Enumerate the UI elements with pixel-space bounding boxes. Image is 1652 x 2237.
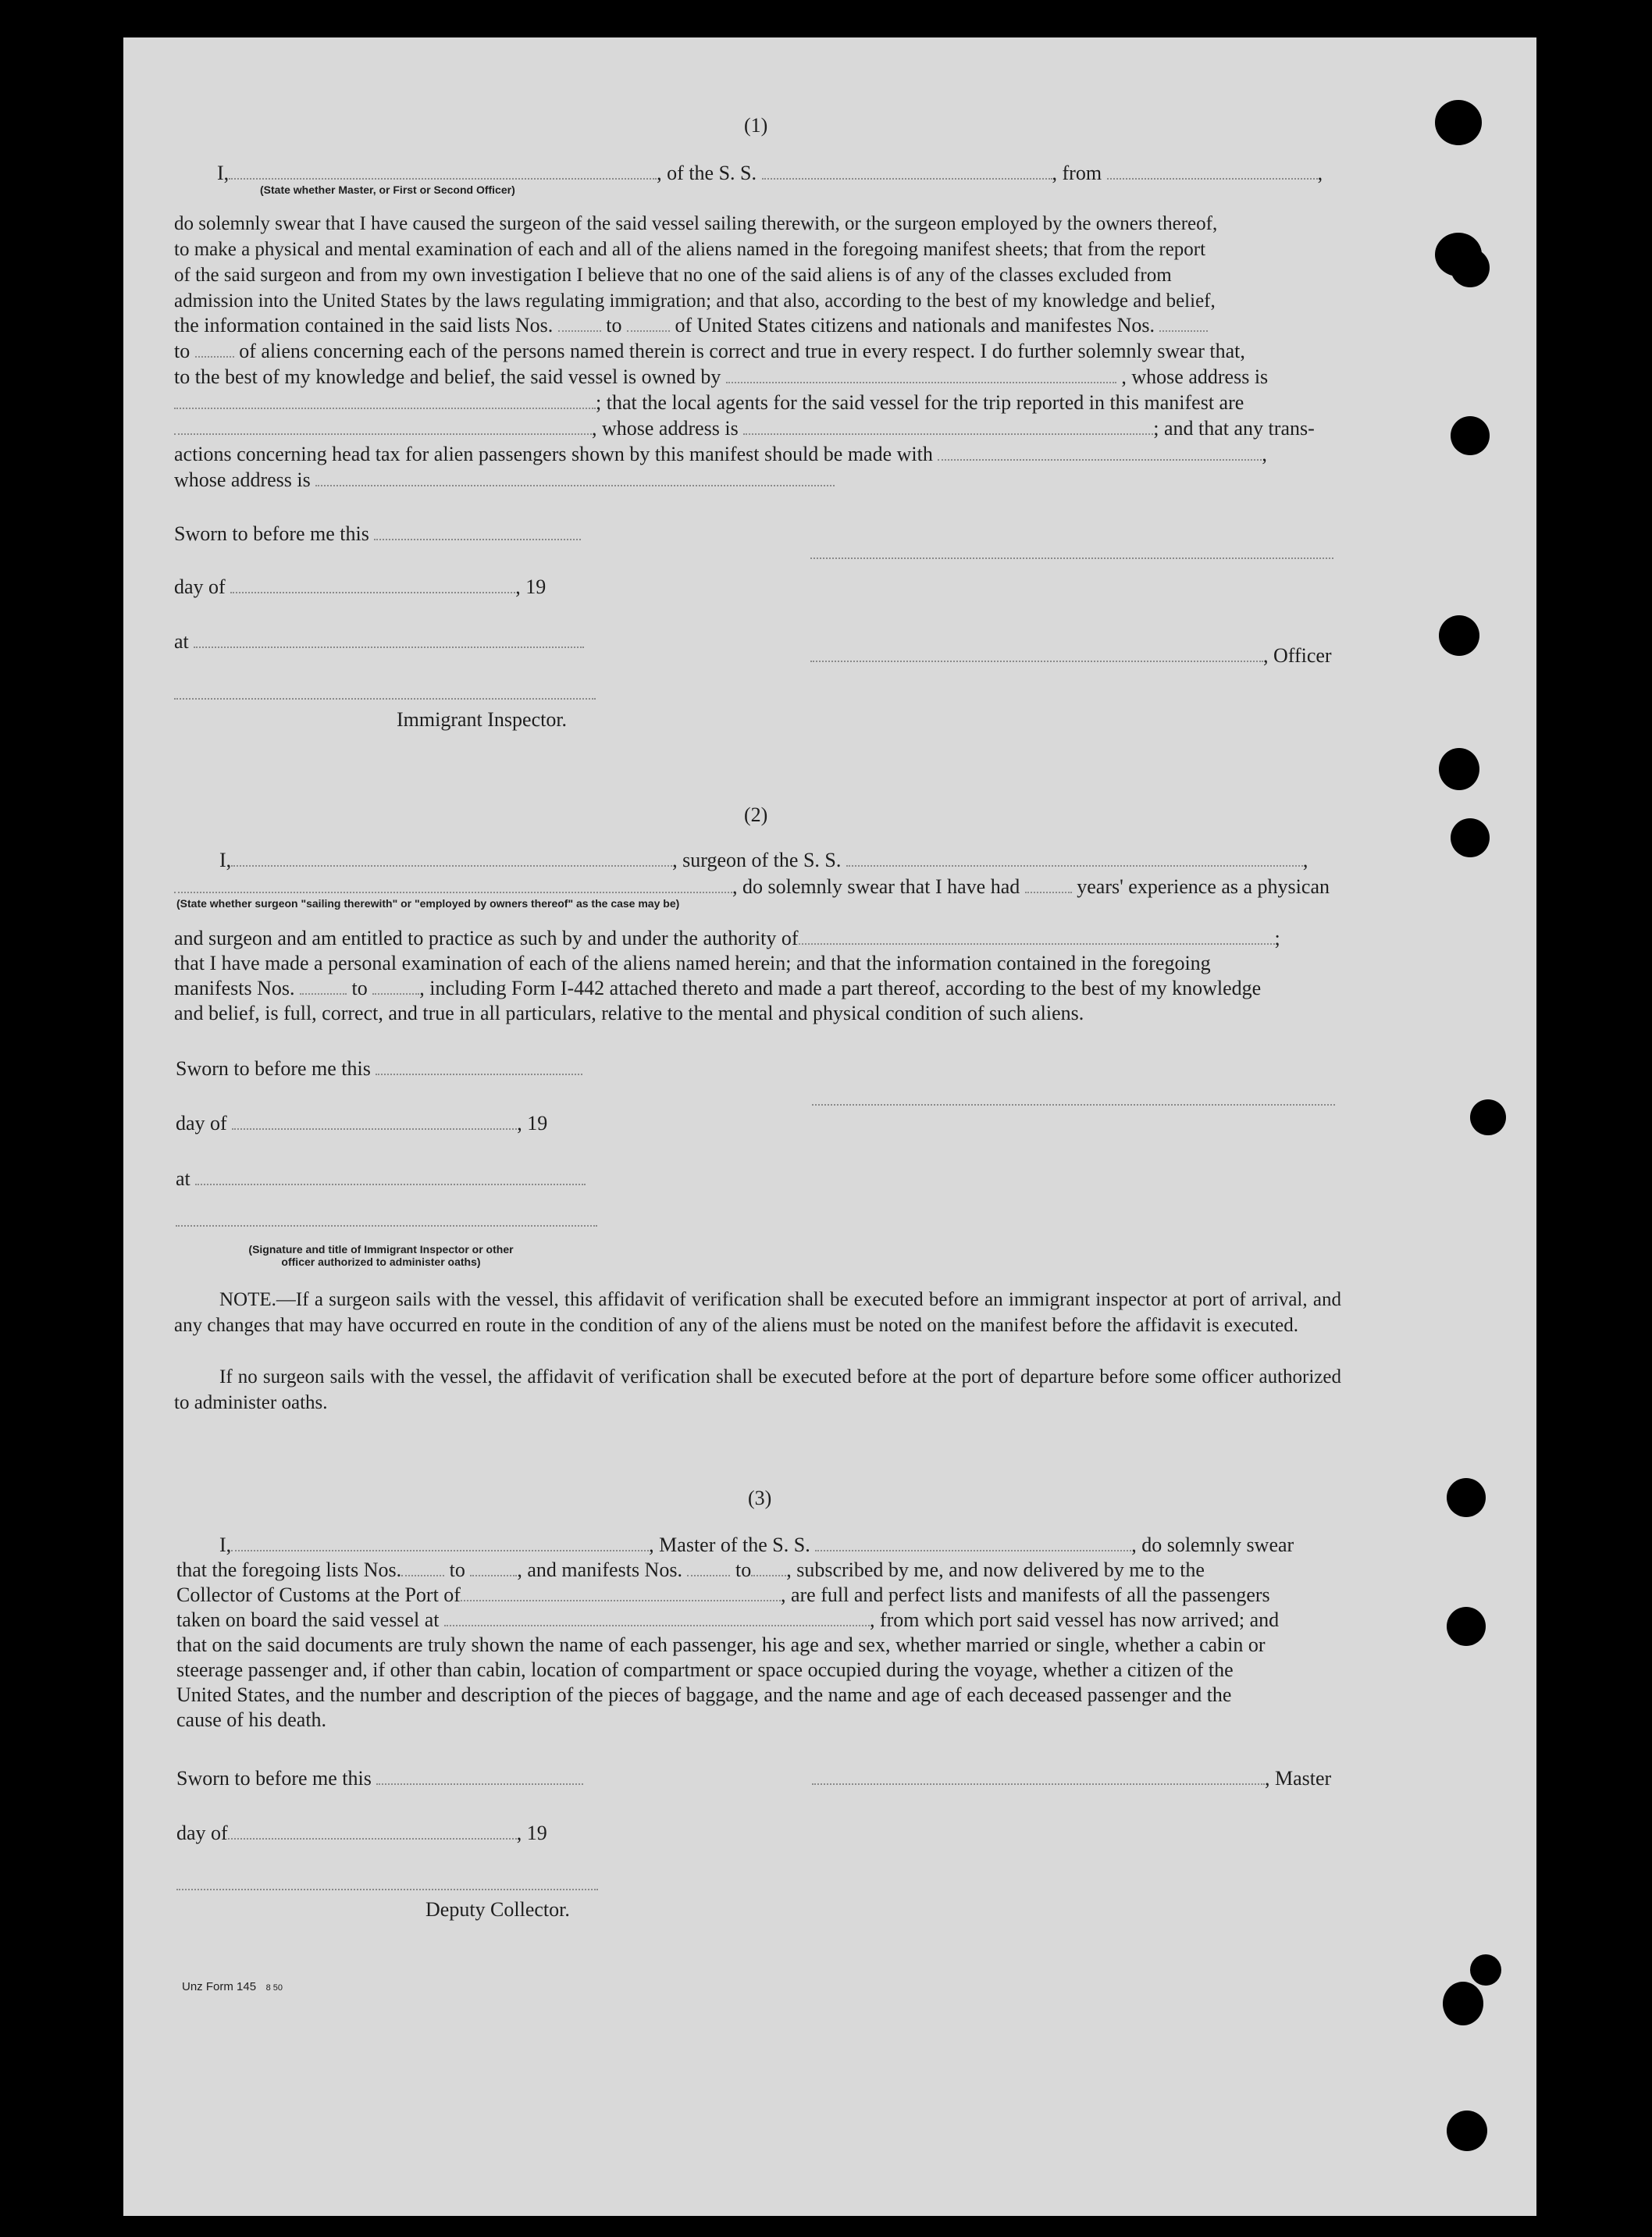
owner-address-field[interactable]	[174, 395, 596, 409]
head-tax-field[interactable]	[938, 447, 1262, 461]
punch-hole	[1447, 1607, 1486, 1646]
note-paragraph-1: NOTE.—If a surgeon sails with the vessel, this affidavit of verification shall be executed before an immigrant inspector at port of arrival, and any changes that may have occurred en route in the condition of any of the aliens must be noted on the manifest before the affidavit is executed.	[174, 1289, 1341, 1336]
section-1-line-7: to the best of my knowledge and belief, the said vessel is owned by , whose address is	[174, 365, 1269, 388]
section-1-line-5: the information contained in the said lists Nos. to of United States citizens and nationals and manifestes Nos.	[174, 313, 1208, 338]
surgeon-name-field[interactable]	[231, 853, 672, 867]
punch-hole	[1451, 248, 1490, 287]
day-of-field[interactable]	[230, 579, 515, 593]
section-2-caption: (State whether surgeon "sailing therewith" or "employed by owners thereof" as the case may be)	[176, 897, 680, 910]
section-2-number: (2)	[744, 803, 768, 826]
signature-caption: (Signature and title of Immigrant Inspector or other officer authorized to administer oaths)	[248, 1243, 514, 1268]
section-1-line-8: ; that the local agents for the said vessel for the trip reported in this manifest are	[174, 390, 1244, 415]
deputy-signature-line[interactable]	[176, 1876, 598, 1890]
section-2-line-4: that I have made a personal examination of each of the aliens named herein; and that the information contained in the foregoing	[174, 952, 1211, 974]
form-number: Unz Form 145 8 50	[182, 1980, 283, 1993]
section-2-line-3: and surgeon and am entitled to practice as such by and under the authority of ;	[174, 927, 1280, 949]
section-3-day: day of , 19	[176, 1822, 547, 1844]
surgeon-status-field[interactable]	[174, 879, 732, 893]
note-paragraph-2: If no surgeon sails with the vessel, the affidavit of verification shall be executed before at the port of departure before some officer authorized to administer oaths.	[174, 1366, 1341, 1413]
master-signature-field[interactable]	[812, 1771, 1265, 1785]
section-2-line-1: I, , surgeon of the S. S. ,	[219, 849, 1308, 871]
section-3-line-3: Collector of Customs at the Port of , are full and perfect lists and manifests of all the passengers	[176, 1583, 1270, 1606]
section-3-line-5: that on the said documents are truly shown the name of each passenger, his age and sex, whether married or single, whether a cabin or	[176, 1633, 1266, 1656]
section-2-at: at	[176, 1167, 586, 1192]
section-3-line-1: I, , Master of the S. S. , do solemnly swear	[219, 1533, 1294, 1556]
sworn-date-field-2[interactable]	[376, 1061, 582, 1075]
lists-from-field-3[interactable]	[401, 1562, 444, 1576]
section-1-line-10: actions concerning head tax for alien passengers shown by this manifest should be made with ,	[174, 443, 1267, 465]
section-3-sworn: Sworn to before me this	[176, 1766, 583, 1791]
punch-hole	[1470, 1954, 1501, 1986]
owner-field[interactable]	[726, 369, 1116, 383]
section-1-sworn: Sworn to before me this	[174, 522, 581, 547]
punch-hole	[1447, 1478, 1486, 1517]
manifests-from-field[interactable]	[1159, 318, 1208, 332]
section-2-line-2: , do solemnly swear that I have had years' experience as a physican	[174, 874, 1330, 899]
section-1-caption: (State whether Master, or First or Second Officer)	[260, 183, 515, 196]
punch-hole	[1451, 818, 1490, 857]
section-2-sworn: Sworn to before me this	[176, 1056, 582, 1081]
lists-to-field-3[interactable]	[470, 1562, 517, 1576]
section-3-number: (3)	[748, 1487, 772, 1509]
agents-address-field[interactable]	[743, 421, 1153, 435]
from-port-field[interactable]	[1107, 166, 1318, 180]
manifests-from-field-2[interactable]	[300, 981, 347, 995]
punch-hole	[1470, 1099, 1506, 1135]
sworn-date-field[interactable]	[374, 526, 581, 540]
manifests-to-field[interactable]	[195, 344, 234, 358]
manifest-affidavit-page	[123, 37, 1536, 2216]
punch-hole	[1451, 416, 1490, 455]
surgeon-signature-line[interactable]	[812, 1092, 1335, 1106]
section-2-line-6: and belief, is full, correct, and true in all particulars, relative to the mental and physical condition of such aliens.	[174, 1002, 1084, 1024]
manifests-to-field-3[interactable]	[751, 1562, 786, 1576]
section-1-day: day of , 19	[174, 575, 547, 598]
lists-from-field[interactable]	[558, 318, 601, 332]
section-1-at: at	[174, 629, 584, 654]
section-3-line-8: cause of his death.	[176, 1708, 327, 1731]
punch-hole	[1439, 615, 1479, 656]
vessel-name-field[interactable]	[762, 166, 1052, 180]
officer-signature-field[interactable]	[810, 648, 1263, 662]
punch-hole	[1435, 100, 1482, 145]
section-1-line-1: I, , of the S. S. , from ,	[217, 162, 1323, 184]
day-of-field-2[interactable]	[232, 1116, 517, 1130]
manifests-from-field-3[interactable]	[687, 1562, 730, 1576]
port-field[interactable]	[461, 1587, 781, 1601]
section-1-line-11: whose address is	[174, 468, 835, 493]
head-tax-address-field[interactable]	[315, 472, 835, 486]
section-1-line-9: , whose address is ; and that any trans-	[174, 416, 1315, 441]
years-experience-field[interactable]	[1025, 879, 1072, 893]
immigrant-inspector-label: Immigrant Inspector.	[397, 708, 568, 731]
deputy-collector-label: Deputy Collector.	[425, 1898, 570, 1921]
section-1-number: (1)	[744, 114, 768, 137]
at-place-field[interactable]	[194, 634, 584, 648]
manifests-to-field-2[interactable]	[372, 981, 419, 995]
section-3-line-7: United States, and the number and description of the pieces of baggage, and the name and age of each deceased passenger and the	[176, 1683, 1232, 1706]
master-name-field-3[interactable]	[231, 1537, 649, 1551]
lists-to-field[interactable]	[627, 318, 670, 332]
vessel-name-field-3[interactable]	[815, 1537, 1131, 1551]
inspector-signature-line-2[interactable]	[176, 1213, 597, 1227]
punch-hole	[1447, 2111, 1487, 2151]
surgeon-vessel-field[interactable]	[846, 853, 1303, 867]
sworn-date-field-3[interactable]	[376, 1771, 583, 1785]
punch-hole	[1439, 748, 1479, 790]
punch-hole	[1443, 1982, 1483, 2025]
authority-field[interactable]	[799, 931, 1275, 945]
section-3-line-6: steerage passenger and, if other than cabin, location of compartment or space occupied during the voyage, whether a citizen of the	[176, 1658, 1234, 1681]
day-of-field-3[interactable]	[228, 1826, 517, 1840]
section-1-officer: , Officer	[810, 643, 1332, 668]
section-3-master-signature: , Master	[812, 1766, 1331, 1791]
section-3-line-2: that the foregoing lists Nos. to , and manifests Nos. to , subscribed by me, and now delivered by me to the	[176, 1558, 1205, 1581]
officer-signature-line-1[interactable]	[810, 545, 1333, 559]
master-name-field[interactable]	[229, 166, 657, 180]
section-1-body: do solemnly swear that I have caused the surgeon of the said vessel sailing therewith, or the surgeon employed by the owners thereof, to make a physical and mental examination of each and all of the aliens named in the foregoing manifest sheets; that from the report of the said surgeon and from my own investigation I believe that no one of the said aliens is of any of the classes excluded from admission into the United States by the laws regulating immigration; and that also, according to the best of my knowledge and belief,	[174, 213, 1218, 312]
section-2-line-5: manifests Nos. to , including Form I-442 attached thereto and made a part thereof, according to the best of my knowledge	[174, 977, 1262, 999]
inspector-signature-line[interactable]	[174, 686, 596, 700]
section-1-line-6: to of aliens concerning each of the persons named therein is correct and true in every respect. I do further solemnly swear that,	[174, 340, 1245, 362]
section-2-day: day of , 19	[176, 1112, 548, 1135]
agents-field[interactable]	[174, 421, 592, 435]
boarding-port-field[interactable]	[444, 1612, 870, 1626]
section-3-line-4: taken on board the said vessel at , from which port said vessel has now arrived; and	[176, 1608, 1280, 1631]
at-place-field-2[interactable]	[195, 1171, 586, 1185]
